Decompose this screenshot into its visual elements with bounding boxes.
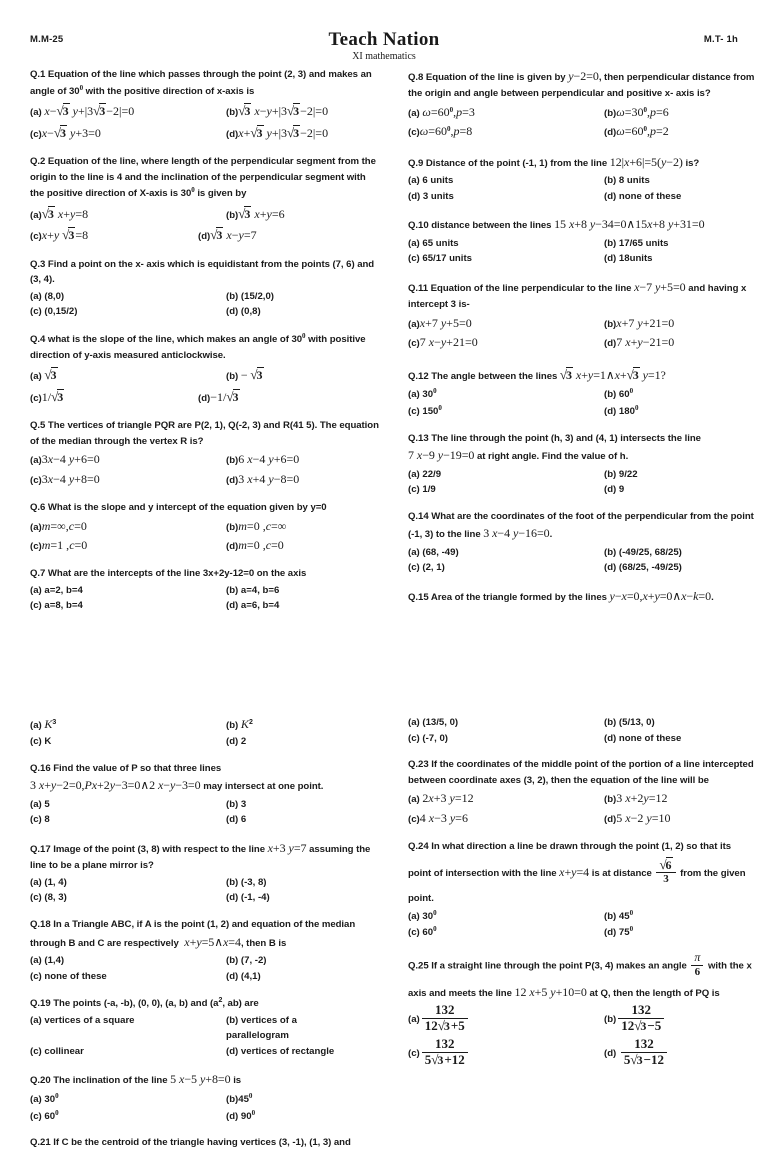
option-b[interactable]: (b) $45^0$	[604, 908, 634, 922]
option-a[interactable]: (a) $30^0$	[30, 1091, 59, 1105]
question-text: Q.11 Equation of the line perpendicular to the line x−7 y+5=0 and having x intercept 3 is-	[408, 279, 747, 311]
option-row	[30, 122, 382, 143]
options-list	[408, 908, 760, 941]
option-a[interactable]: (a) (8,0)	[30, 290, 65, 302]
option-a[interactable]: (a) (1,4)	[30, 954, 65, 966]
page-subtitle: XI mathematics	[352, 50, 416, 62]
option-a[interactable]: (a) $30^0$	[408, 908, 437, 922]
option-a[interactable]: (a) a=2, b=4	[30, 584, 83, 596]
option-b[interactable]: (b) $60^0$	[604, 387, 634, 401]
option-row	[30, 289, 382, 305]
question-text: Q.7 What are the intercepts of the line 3x+2y-12=0 on the axis	[30, 568, 307, 580]
question-text: Q.19 The points (-a, -b), (0, 0), (a, b) and ($a^2$, ab) are	[30, 997, 259, 1010]
option-b[interactable]: (b) (-3, 8)	[226, 876, 267, 888]
option-row	[30, 386, 382, 407]
option-d[interactable]: (d) 18units	[604, 253, 653, 265]
question-text: Q.10 distance between the lines 15 x+8 y−34=0∧15x+8 y+31=0	[408, 217, 705, 232]
option-c[interactable]: (c) 65/17 units	[408, 253, 472, 265]
option-a[interactable]: (a) (1, 4)	[30, 876, 67, 888]
options-list	[30, 517, 382, 556]
option-d[interactable]: (d) none of these	[604, 732, 682, 744]
option-row	[408, 482, 760, 498]
option-b[interactable]: (b) $\frac{132}{12√3-5}$	[604, 1004, 760, 1035]
question-text: Q.6 What is the slope and y intercept of the equation given by y=0	[30, 501, 327, 513]
option-d[interactable]: (d)√3 x−y=7	[198, 227, 257, 243]
option-b[interactable]: (b) vertices of a parallelogram	[226, 1014, 297, 1042]
question-q21	[30, 1135, 382, 1151]
option-row	[30, 969, 382, 985]
option-row	[408, 908, 760, 925]
options-list	[30, 364, 382, 407]
right-column-lower	[408, 714, 760, 1162]
option-d[interactable]: (d) (0,8)	[226, 306, 261, 318]
option-d[interactable]: (d) a=6, b=4	[226, 600, 280, 612]
question-q15	[408, 587, 760, 606]
option-a[interactable]: (a) 6 units	[408, 175, 454, 187]
option-row	[30, 890, 382, 906]
option-b[interactable]: (b)x+7 y+21=0	[604, 315, 675, 330]
page-title: Teach Nation	[328, 29, 440, 50]
option-b[interactable]: (b) (-49/25, 68/25)	[604, 546, 682, 558]
option-row	[30, 734, 382, 750]
question-text: Q.12 The angle between the lines √3 x+y=1∧x+√3 y=1?	[408, 366, 666, 382]
question-q8	[408, 67, 760, 142]
option-row	[408, 103, 760, 122]
option-row	[408, 789, 760, 808]
option-c[interactable]: (c) 1/9	[408, 484, 436, 496]
option-d[interactable]: (d)5 x−2 y=10	[604, 810, 671, 825]
option-a[interactable]: (a) $\frac{132}{12√3+5}$	[408, 1004, 604, 1035]
option-c[interactable]: $(c)\omega=60^0,p=8$	[408, 124, 473, 139]
left-column-upper	[30, 67, 382, 625]
option-c[interactable]: (d) 3 units	[408, 190, 454, 202]
option-b[interactable]: (b) 3	[226, 798, 247, 810]
option-row	[408, 173, 760, 189]
option-b[interactable]: (b) $K^2$	[226, 716, 253, 731]
question-text: Q.17 Image of the point (3, 8) with respect to the line x+3 y=7 assuming the line to be a plane mirror is?	[30, 840, 371, 872]
option-b[interactable]: (b) (5/13, 0)	[604, 716, 655, 728]
options-list	[408, 314, 760, 353]
question-text: Q.4 what is the slope of the line, which makes an angle of $30^0$ with positive direction of y-axis measured anticlockwise.	[30, 331, 366, 361]
option-row	[30, 715, 382, 734]
option-d[interactable]: (d) vertices of rectangle	[226, 1045, 335, 1057]
question-text: Q.15 Area of the triangle formed by the lines y−x=0,x+y=0∧x−k=0.	[408, 588, 714, 603]
option-b[interactable]: (b)m=0 ,c=∞	[226, 518, 287, 533]
option-b[interactable]: (b) 9/22	[604, 468, 638, 480]
option-c[interactable]: (c) none of these	[30, 970, 107, 982]
max-time-label: M.T- 1h	[703, 34, 738, 45]
option-row	[408, 467, 760, 483]
option-c[interactable]: (c) (2, 1)	[408, 562, 445, 574]
option-b[interactable]: (b) (15/2,0)	[226, 290, 274, 302]
question-q20	[30, 1070, 382, 1124]
option-c[interactable]: (c) $60^0$	[408, 925, 437, 939]
option-row	[408, 545, 760, 561]
question-q10	[408, 215, 760, 267]
option-a[interactable]: (a) $\omega=60^0,p=3$	[408, 104, 475, 119]
option-a[interactable]: (a) x−√3 y+|3√3−2|=0	[30, 103, 135, 119]
option-row	[408, 251, 760, 267]
option-row	[30, 470, 382, 489]
option-b[interactable]: (b)6 x−4 y+6=0	[226, 452, 300, 467]
question-q23	[408, 757, 760, 828]
option-c[interactable]: (c) K	[30, 736, 52, 748]
option-a[interactable]: (a) 65 units	[408, 237, 459, 249]
option-row	[408, 1001, 760, 1035]
question-q2	[30, 154, 382, 246]
option-row	[30, 450, 382, 469]
option-row	[30, 224, 382, 245]
question-q9	[408, 153, 760, 205]
question-text: Q.2 Equation of the line, where length of the perpendicular segment from the origin to the line is 4 and the inclination of the perpendicular segment with the positive direction of X-axis is $30^0$ is given by	[30, 156, 376, 200]
option-a[interactable]: (a)x+7 y+5=0	[408, 315, 472, 330]
question-q12	[408, 364, 760, 420]
option-row	[30, 1108, 382, 1125]
option-c[interactable]: (c) collinear	[30, 1045, 84, 1057]
options-list	[408, 545, 760, 576]
option-row	[30, 583, 382, 599]
question-text: Q.25 If a straight line through the point P(3, 4) makes an angle $\frac{\pi}{6}$ with the x axis and meets the line 12 x+5 y+10=0 at Q, then the length of PQ is	[408, 950, 752, 1000]
option-c[interactable]: (c)x−√3 y+3=0	[30, 124, 101, 140]
upper-columns	[30, 67, 755, 625]
option-d[interactable]: $(d)\omega=60^0,p=2$	[604, 124, 669, 139]
option-row	[30, 364, 382, 385]
question-q3	[30, 257, 382, 320]
question-q16	[30, 761, 382, 828]
options-list	[408, 715, 760, 746]
option-c[interactable]: (c)4 x−3 y=6	[408, 810, 468, 825]
max-marks-label: M.M-25	[30, 34, 64, 45]
question-q19	[30, 995, 382, 1059]
option-d[interactable]: (d) $\frac{132}{5√3-12}$	[604, 1038, 760, 1069]
question-q18	[30, 917, 382, 984]
option-row	[30, 517, 382, 536]
pi-over-six-fraction: $\frac{\pi}{6}$	[691, 951, 703, 978]
option-d[interactable]: (d) $90^0$	[226, 1108, 256, 1122]
distance-fraction: $\frac{√6}{3}$	[656, 858, 675, 887]
option-b[interactable]: (b) 17/65 units	[604, 237, 669, 249]
option-d[interactable]: (d) (-1, -4)	[226, 892, 270, 904]
page-break-gap	[30, 625, 738, 711]
options-list	[408, 1001, 760, 1069]
option-row	[408, 715, 760, 731]
question-q22-options	[408, 715, 760, 746]
option-b[interactable]: (b) 8 units	[604, 175, 650, 187]
options-list	[30, 450, 382, 489]
options-list	[30, 715, 382, 750]
question-q25	[408, 952, 760, 1069]
left-column-lower	[30, 714, 382, 1162]
option-b[interactable]: $(b)45^0$	[226, 1091, 253, 1105]
option-row	[30, 536, 382, 555]
option-row	[408, 189, 760, 205]
option-c[interactable]: (c) $60^0$	[30, 1108, 59, 1122]
option-d[interactable]: (d)7 x+y−21=0	[604, 335, 675, 350]
question-text: Q.9 Distance of the point (-1, 1) from the line 12|x+6|=5(y−2) is?	[408, 154, 700, 169]
option-b[interactable]: (b)√3 x+y=6	[226, 205, 285, 221]
option-d[interactable]: (d)3 x+4 y−8=0	[226, 471, 300, 486]
option-row	[408, 403, 760, 420]
question-q17	[30, 839, 382, 906]
option-a[interactable]: (a) 2x+3 y=12	[408, 791, 474, 806]
option-c[interactable]: (c)1/√3	[30, 388, 64, 404]
option-row	[30, 203, 382, 224]
option-row	[408, 314, 760, 333]
question-text: Q.3 Find a point on the x- axis which is equidistant from the points (7, 6) and (3, 4).	[30, 258, 375, 286]
option-b[interactable]: $(b)\omega=30^0,p=6$	[604, 104, 669, 119]
option-row	[30, 100, 382, 121]
question-q13	[408, 431, 760, 498]
options-list	[30, 875, 382, 906]
options-list	[30, 953, 382, 984]
option-row	[408, 1035, 760, 1069]
options-list	[408, 386, 760, 419]
option-b[interactable]: (b) − √3	[226, 367, 263, 383]
option-c[interactable]: (c) (-7, 0)	[408, 732, 448, 744]
option-d[interactable]: (d) 2	[226, 736, 247, 748]
question-q5	[30, 418, 382, 489]
option-a[interactable]: (a) $K^3$	[30, 716, 57, 731]
options-list	[30, 1013, 382, 1060]
option-a[interactable]: (a) 22/9	[408, 468, 442, 480]
option-row	[408, 236, 760, 252]
question-text: Q.13 The line through the point (h, 3) and (4, 1) intersects the line 7 x−9 y−19=0 at right angle. Find the value of h.	[408, 432, 701, 463]
options-list	[30, 1091, 382, 1124]
header-center	[30, 30, 738, 62]
option-a[interactable]: (a) √3	[30, 367, 57, 383]
option-d[interactable]: (d)x+√3 y+|3√3−2|=0	[226, 124, 329, 140]
option-d[interactable]: (d) none of these	[604, 190, 682, 202]
options-list	[30, 583, 382, 614]
option-row	[30, 797, 382, 813]
option-row	[30, 304, 382, 320]
options-list	[30, 797, 382, 828]
option-a[interactable]: (a)3x−4 y+6=0	[30, 452, 100, 467]
option-a[interactable]: (a)m=∞,c=0	[30, 518, 87, 533]
option-a[interactable]: (a) (13/5, 0)	[408, 716, 459, 728]
option-row	[408, 122, 760, 141]
question-q15-options	[30, 715, 382, 750]
option-a[interactable]: (a) (68, -49)	[408, 546, 459, 558]
option-row	[408, 333, 760, 352]
option-b[interactable]: (b)√3 x−y+|3√3−2|=0	[226, 103, 329, 119]
question-text: Q.14 What are the coordinates of the foot of the perpendicular from the point (-1, 3) to the line 3 x−4 y−16=0.	[408, 510, 754, 541]
option-d[interactable]: (d) $180^0$	[604, 403, 639, 418]
question-q1	[30, 67, 382, 143]
option-c[interactable]: (c) a=8, b=4	[30, 600, 83, 612]
option-d[interactable]: (d) 6	[226, 814, 247, 826]
option-row	[30, 953, 382, 969]
options-list	[408, 467, 760, 498]
question-q7	[30, 566, 382, 614]
option-d[interactable]: (d) $75^0$	[604, 925, 634, 939]
option-row	[30, 598, 382, 614]
question-text: Q.20 The inclination of the line 5 x−5 y+8=0 is	[30, 1072, 242, 1087]
option-c[interactable]: (c) $\frac{132}{5√3+12}$	[408, 1038, 604, 1069]
right-column-upper	[408, 67, 760, 625]
option-b[interactable]: (b) a=4, b=6	[226, 584, 280, 596]
options-list	[408, 789, 760, 828]
option-row	[30, 875, 382, 891]
option-a[interactable]: (a)√3 x+y=8	[30, 205, 89, 221]
option-d[interactable]: (d) (4,1)	[226, 970, 261, 982]
option-c[interactable]: (c)m=1 ,c=0	[30, 537, 88, 552]
options-list	[408, 103, 760, 142]
option-row	[30, 1013, 382, 1044]
question-q24	[408, 839, 760, 941]
option-row	[408, 386, 760, 403]
option-row	[408, 560, 760, 576]
option-d[interactable]: (d)−1/√3	[198, 388, 239, 404]
page-header	[30, 30, 738, 64]
option-row	[408, 924, 760, 941]
option-a[interactable]: (a) vertices of a square	[30, 1014, 135, 1026]
question-q4	[30, 331, 382, 407]
question-text: Q.16 Find the value of P so that three lines 3 x+y−2=0,Px+2y−3=0∧2 x−y−3=0 may intersect at one point.	[30, 762, 324, 793]
option-c[interactable]: (c) $150^0$	[408, 403, 442, 418]
options-list	[30, 100, 382, 143]
option-c[interactable]: (c)7 x−y+21=0	[408, 335, 478, 350]
option-row	[408, 809, 760, 828]
question-text: Q.8 Equation of the line is given by y−2=0, then perpendicular distance from the origin and angle between perpendicular and positive x- axis is?	[408, 69, 755, 100]
question-text: Q.23 If the coordinates of the middle point of the portion of a line intercepted between coordinate axes (3, 2), then the equation of the line will be	[408, 759, 754, 786]
option-row	[30, 1044, 382, 1060]
question-text: Q.18 In a Triangle ABC, if A is the point (1, 2) and equation of the median through B and C are respectively x+y=5∧x=4, then B is	[30, 919, 356, 949]
question-text: Q.1 Equation of the line which passes through the point (2, 3) and makes an angle of $30^0$ with the positive direction of x-axis is	[30, 69, 372, 97]
option-b[interactable]: (b) (7, -2)	[226, 954, 267, 966]
options-list	[408, 236, 760, 267]
option-row	[408, 731, 760, 747]
option-row	[30, 1091, 382, 1108]
option-c[interactable]: (c)3x−4 y+8=0	[30, 471, 100, 486]
question-text: Q.21 If C be the centroid of the triangle having vertices (3, -1), (1, 3) and	[30, 1137, 351, 1149]
question-q6	[30, 500, 382, 555]
question-text: Q.24 In what direction a line be drawn through the point (1, 2) so that its point of intersection with the line x+y=4 is at distance $\frac{√6}{3}$ from the given point.	[408, 840, 746, 905]
option-c[interactable]: (c)x+y √3=8	[30, 227, 89, 243]
option-c[interactable]: (c) (8, 3)	[30, 892, 67, 904]
question-text: Q.5 The vertices of triangle PQR are P(2, 1), Q(-2, 3) and R(41 5). The equation of the median through the vertex R is?	[30, 420, 379, 447]
question-q11	[408, 278, 760, 353]
option-d[interactable]: (d) 9	[604, 484, 625, 496]
option-d[interactable]: (d) (68/25, -49/25)	[604, 562, 682, 574]
options-list	[408, 173, 760, 204]
lower-columns	[30, 714, 754, 1162]
question-q14	[408, 509, 760, 576]
option-c[interactable]: (c) (0,15/2)	[30, 306, 78, 318]
option-row	[30, 812, 382, 828]
option-a[interactable]: (a) $30^0$	[408, 387, 437, 401]
option-a[interactable]: (a) 5	[30, 798, 50, 810]
options-list	[30, 203, 382, 246]
option-d[interactable]: (d)m=0 ,c=0	[226, 537, 284, 552]
options-list	[30, 289, 382, 320]
option-b[interactable]: (b)3 x+2y=12	[604, 791, 668, 806]
option-c[interactable]: (c) 8	[30, 814, 50, 826]
